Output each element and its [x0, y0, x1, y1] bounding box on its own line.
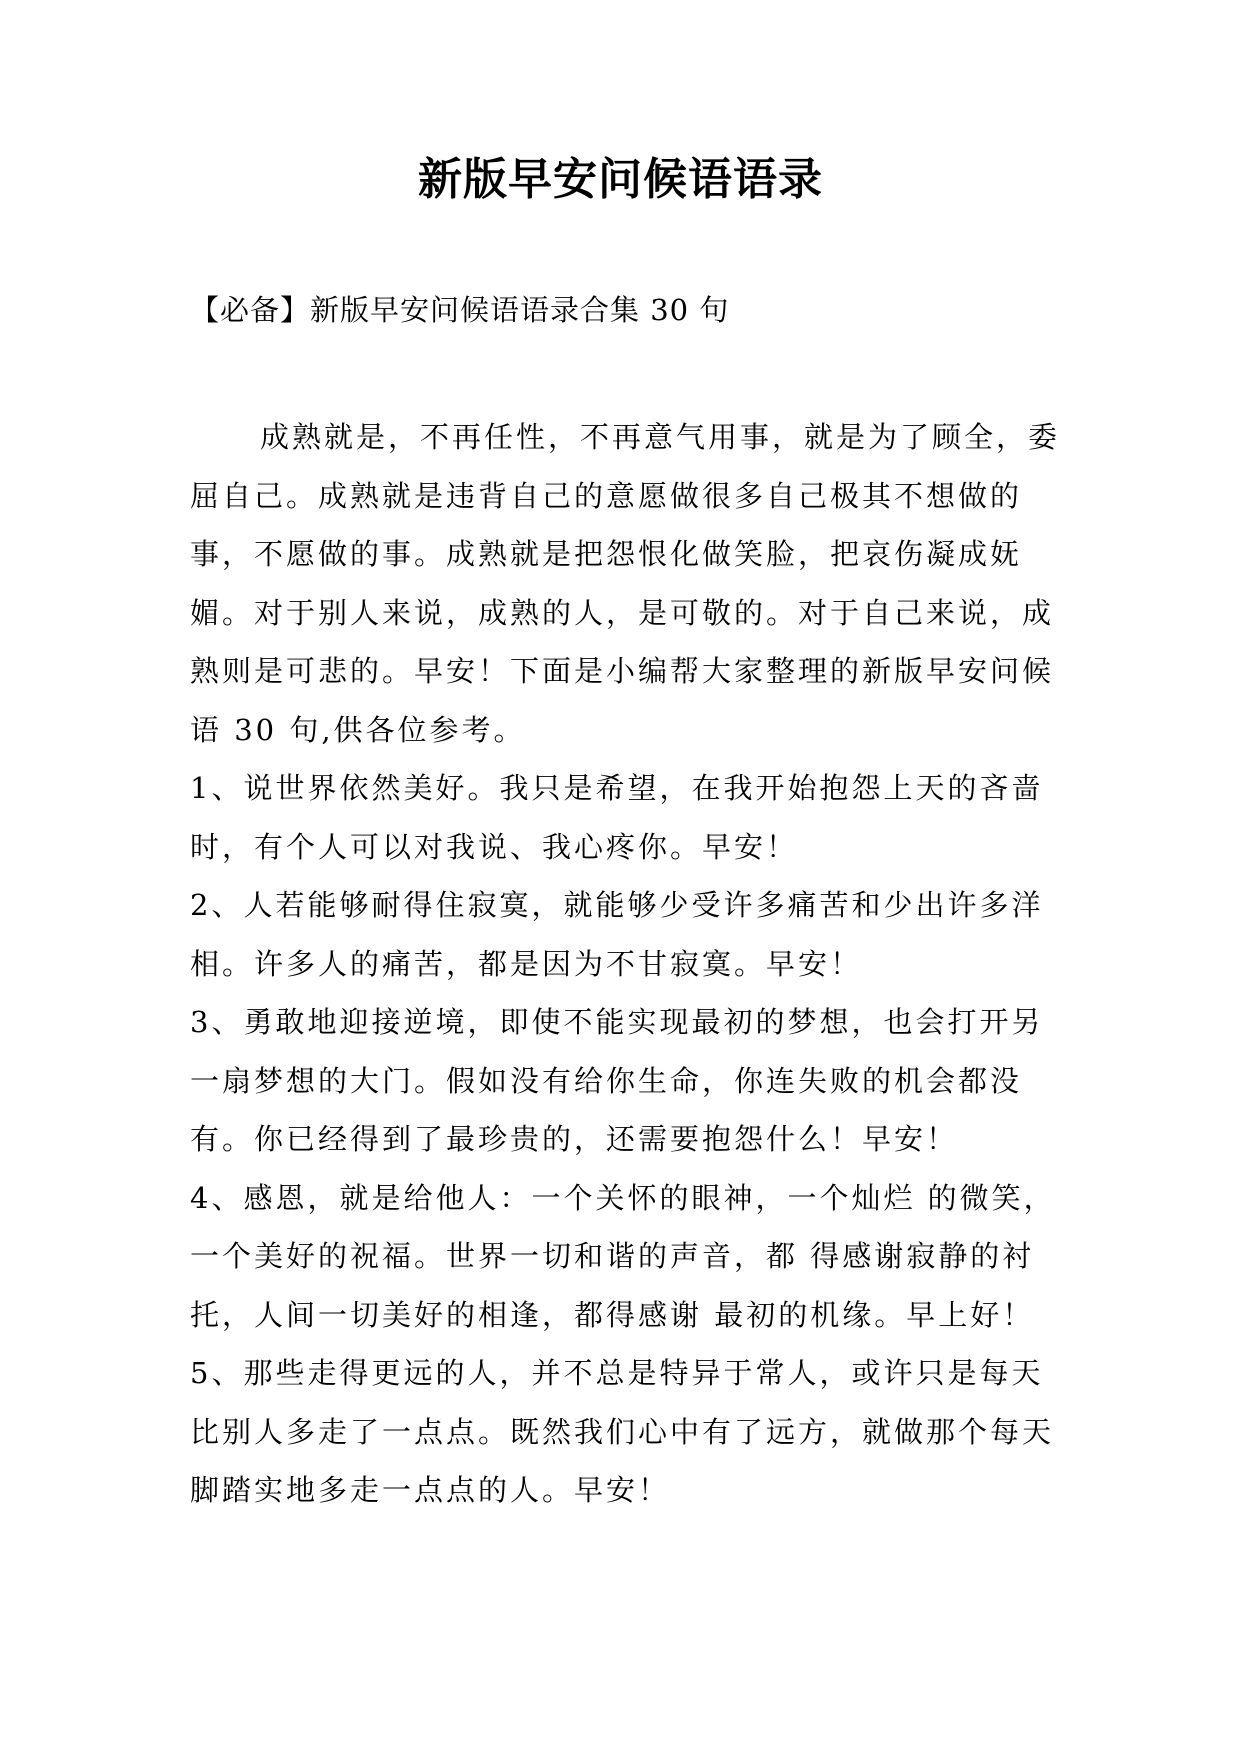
- quote-paragraph-3: 3、勇敢地迎接逆境，即使不能实现最初的梦想，也会打开另一扇梦想的大门。假如没有给你生命，你连失败的机会都没有。你已经得到了最珍贵的，还需要抱怨什么！早安！: [190, 1005, 1044, 1156]
- quote-paragraph-1: 1、说世界依然美好。我只是希望，在我开始抱怨上天的吝啬时，有个人可以对我说、我心疼你。早安！: [190, 771, 1044, 864]
- document-body: [190, 408, 1060, 1520]
- document-subtitle: 【必备】新版早安问候语语录合集 30 句: [190, 293, 730, 327]
- quote-paragraph-5: 5、那些走得更远的人，并不总是特异于常人，或许只是每天比别人多走了一点点。既然我们心中有了远方，就做那个每天脚踏实地多走一点点的人。早安！: [190, 1356, 1055, 1507]
- quote-paragraph-4: 4、感恩，就是给他人：一个关怀的眼神，一个灿烂 的微笑，一个美好的祝福。世界一切和谐的声音，都 得感谢寂静的衬托，人间一切美好的相逢，都得感谢 最初的机缘。早上好！: [190, 1180, 1056, 1332]
- intro-paragraph: 成熟就是，不再任性，不再意气用事，就是为了顾全，委屈自己。成熟就是违背自己的意愿做很多自己极其不想做的事，不愿做的事。成熟就是把怨恨化做笑脸，把哀伤凝成妩媚。对于别人来说，成熟的人，是可敬的。对于自己来说，成熟则是可悲的。早安！下面是小编帮大家整理的新版早安问候语 30 句,供各位参考。: [190, 420, 1061, 747]
- page-title: 新版早安问候语语录: [418, 154, 823, 205]
- quote-paragraph-2: 2、人若能够耐得住寂寞，就能够少受许多痛苦和少出许多洋相。许多人的痛苦，都是因为不甘寂寞。早安！: [190, 888, 1044, 981]
